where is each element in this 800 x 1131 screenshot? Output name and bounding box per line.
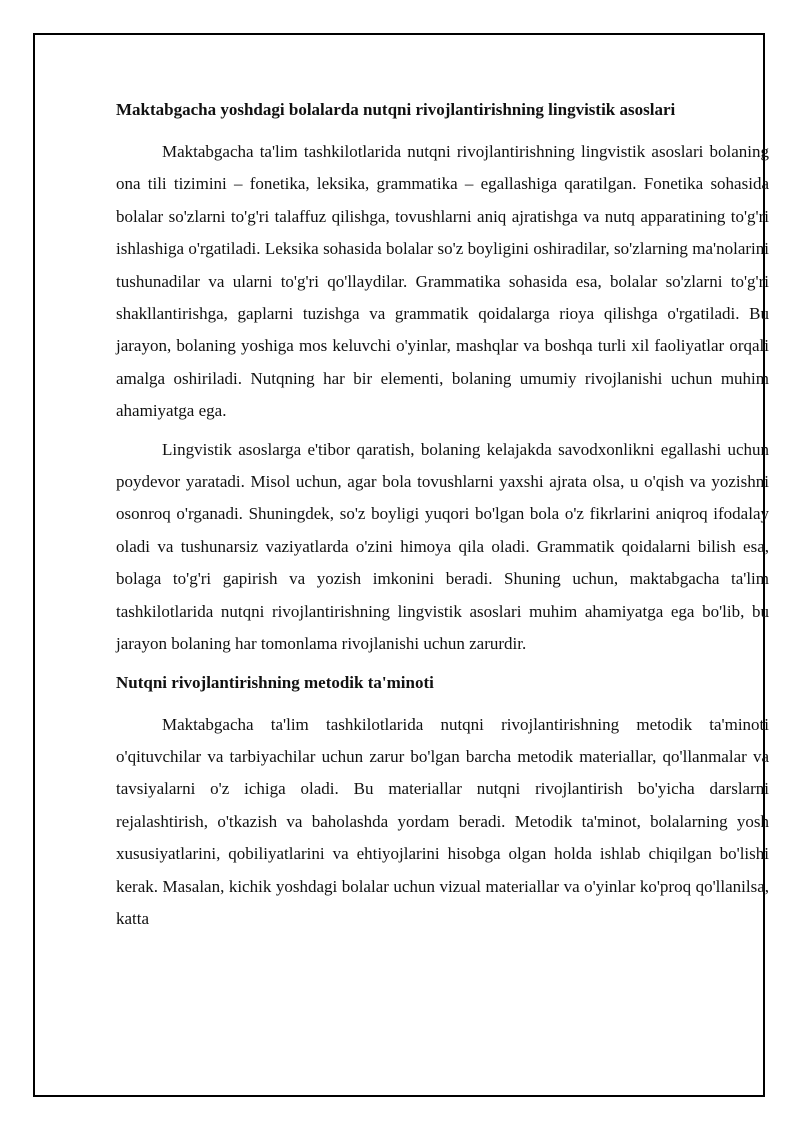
paragraph: Maktabgacha ta'lim tashkilotlarida nutqni rivojlantirishning lingvistik asoslari bolaning ona tili tizimini – fonetika, leksika, grammatika – egallashiga qaratilgan. Fonetika sohasida bolalar so'zlarni to'g'ri talaffuz qilishga, tovushlarni aniq ajratishga va nutq apparatining to'g'ri ishlashiga o'rgatiladi. Leksika sohasida bolalar so'z boyligini oshiradilar, so'zlarning ma'nolarini tushunadilar va ularni to'g'ri qo'llaydilar. Grammatika sohasida esa, bolalar so'zlarni to'g'ri shakllantirishga, gaplarni tuzishga va grammatik qoidalarga rioya qilishga o'rgatiladi. Bu jarayon, bolaning yoshiga mos keluvchi o'yinlar, mashqlar va boshqa turli xil faoliyatlar orqali amalga oshiriladi. Nutqning har bir elementi, bolaning umumiy rivojlanishi uchun muhim ahamiyatga ega. — [116, 142, 769, 421]
document-body — [116, 96, 769, 941]
paragraph: Maktabgacha ta'lim tashkilotlarida nutqni rivojlantirishning metodik ta'minoti o'qituvchilar va tarbiyachilar uchun zarur bo'lgan barcha metodik materiallar, qo'llanmalar va tavsiyalarni o'z ichiga oladi. Bu materiallar nutqni rivojlantirish bo'yicha darslarni rejalashtirish, o'tkazish va baholashda yordam beradi. Metodik ta'minot, bolalarning yosh xususiyatlarini, qobiliyatlarini va ehtiyojlarini hisobga olgan holda ishlab chiqilgan bo'lishi kerak. Masalan, kichik yoshdagi bolalar uchun vizual materiallar va o'yinlar ko'proq qo'llanilsa, katta — [116, 714, 769, 928]
section-heading-lingvistik-asoslar: Maktabgacha yoshdagi bolalarda nutqni rivojlantirishning lingvistik asoslari — [116, 100, 676, 119]
paragraph: Lingvistik asoslarga e'tibor qaratish, bolaning kelajakda savodxonlikni egallashi uchun poydevor yaratadi. Misol uchun, agar bola tovushlarni yaxshi ajrata olsa, u o'qish va yozishni osonroq o'rganadi. Shuningdek, so'z boyligi yuqori bo'lgan bola o'z fikrlarini aniqroq ifodalay oladi va tushunarsiz vaziyatlarda o'zini himoya qila oladi. Grammatik qoidalarni bilish esa, bolaga to'g'ri gapirish va yozish imkonini beradi. Shuning uchun, maktabgacha ta'lim tashkilotlarida nutqni rivojlantirishning lingvistik asoslari muhim ahamiyatga ega bo'lib, bu jarayon bolaning har tomonlama rivojlanishi uchun zarurdir. — [116, 439, 769, 654]
section-heading-metodik-taminot: Nutqni rivojlantirishning metodik ta'minoti — [116, 672, 434, 692]
